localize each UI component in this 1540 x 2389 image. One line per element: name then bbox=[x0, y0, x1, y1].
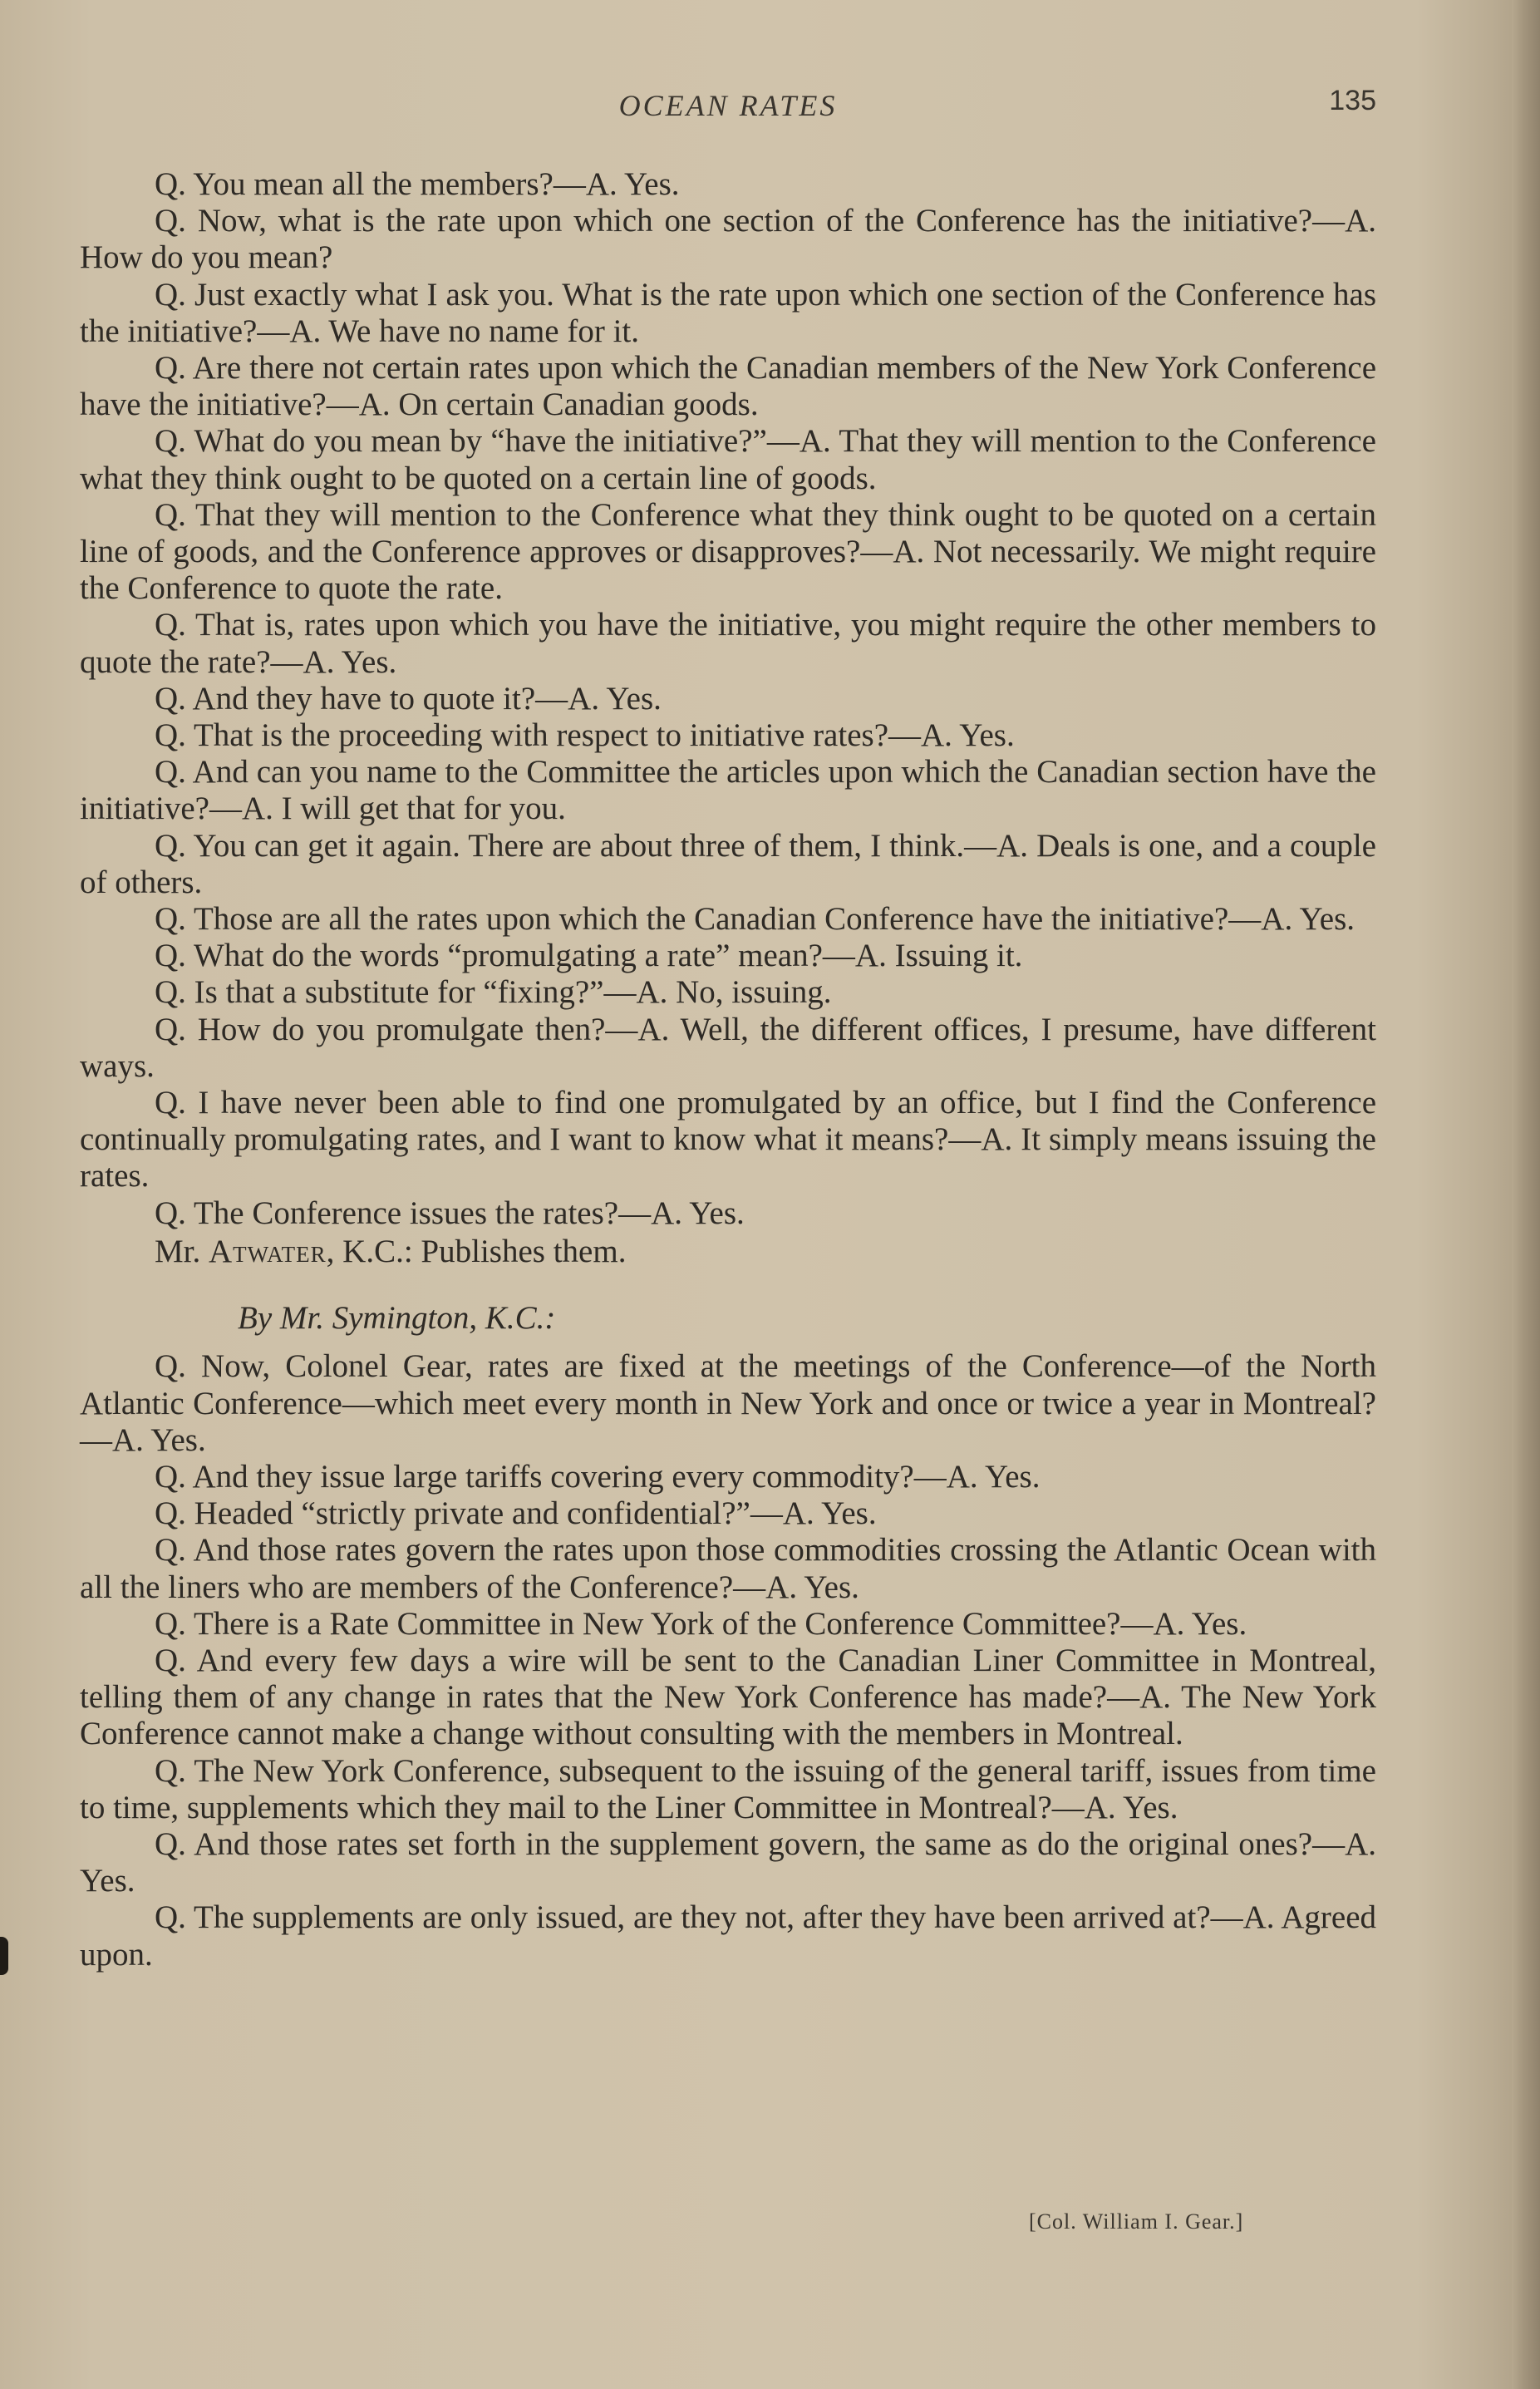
paragraph: Q. The Conference issues the rates?—A. Yes. bbox=[155, 1194, 745, 1231]
paragraph: Q. The New York Conference, subsequent to the issuing of the general tariff, issues from time to time, supplements which they mail to the Liner Committee in Montreal?—A. Yes. bbox=[80, 1752, 1376, 1825]
paragraph: Q. You mean all the members?—A. Yes. bbox=[155, 166, 680, 202]
paragraph: Q. And they issue large tariffs covering every commodity?—A. Yes. bbox=[155, 1458, 1041, 1495]
paragraph: Q. Those are all the rates upon which the Canadian Conference have the initiative?—A. Yes. bbox=[155, 901, 1355, 938]
speaker-line bbox=[80, 1234, 1376, 1270]
paragraph: Q. That they will mention to the Conference what they think ought to be quoted on a certain line of goods, and the Conference approves or disapproves?—A. Not necessarily. We might require the Conference to quote the rate. bbox=[80, 496, 1376, 607]
transcript-body bbox=[80, 166, 1376, 1973]
paragraph: Q. You can get it again. There are about three of them, I think.—A. Deals is one, and a couple of others. bbox=[80, 827, 1376, 900]
paragraph: Q. And those rates govern the rates upon those commodities crossing the Atlantic Ocean with all the liners who are members of the Conference?—A. Yes. bbox=[80, 1532, 1376, 1605]
paragraph: Q. There is a Rate Committee in New York of the Conference Committee?—A. Yes. bbox=[155, 1605, 1247, 1642]
speaker-prefix: Mr. bbox=[155, 1233, 209, 1269]
examiner-byline: By Mr. Symington, K.C.: bbox=[238, 1300, 556, 1337]
paragraph: Q. And can you name to the Committee the articles upon which the Canadian section have the initiative?—A. I will get that for you. bbox=[80, 754, 1376, 827]
running-head: OCEAN RATES bbox=[618, 89, 838, 122]
paragraph: Q. What do you mean by “have the initiative?”—A. That they will mention to the Conference what they think ought to be quoted on a certain line of goods. bbox=[80, 423, 1376, 496]
paragraph: Q. How do you promulgate then?—A. Well, the different offices, I presume, have different ways. bbox=[80, 1011, 1376, 1084]
page-number: 135 bbox=[1329, 85, 1376, 116]
paragraph: Q. What do the words “promulgating a rate” mean?—A. Issuing it. bbox=[155, 938, 1023, 974]
paragraph: Q. And they have to quote it?—A. Yes. bbox=[155, 680, 662, 717]
paragraph: Q. Now, what is the rate upon which one section of the Conference has the initiative?—A. How do you mean? bbox=[80, 203, 1376, 276]
paragraph: Q. That is the proceeding with respect to initiative rates?—A. Yes. bbox=[155, 717, 1015, 754]
paragraph: Q. I have never been able to find one promulgated by an office, but I find the Conference continually promulgating rates, and I want to know what it means?—A. It simply means issuing the rates. bbox=[80, 1085, 1376, 1194]
paragraph: Q. Are there not certain rates upon which the Canadian members of the New York Conference have the initiative?—A. On certain Canadian goods. bbox=[80, 350, 1376, 423]
paragraph: Q. Now, Colonel Gear, rates are fixed at the meetings of the Conference—of the North Atlantic Conference—which meet every month in New York and once or twice a year in Montreal?—A. Yes. bbox=[80, 1348, 1376, 1458]
paragraph: Q. And those rates set forth in the supplement govern, the same as do the original ones?—A. Yes. bbox=[80, 1825, 1376, 1899]
page-edge bbox=[1512, 0, 1540, 2389]
speaker-name: Atwater bbox=[209, 1233, 327, 1269]
paragraph: Q. Just exactly what I ask you. What is the rate upon which one section of the Conference has the initiative?—A. We have no name for it. bbox=[80, 276, 1376, 349]
paragraph: Q. The supplements are only issued, are they not, after they have been arrived at?—A. Agreed upon. bbox=[80, 1899, 1376, 1973]
witness-note: [Col. William I. Gear.] bbox=[1029, 2209, 1244, 2234]
paragraph: Q. And every few days a wire will be sent to the Canadian Liner Committee in Montreal, telling them of any change in rates that the New York Conference has made?—A. The New York Conference cannot make a change without consulting with the members in Montreal. bbox=[80, 1642, 1376, 1752]
paragraph: Q. That is, rates upon which you have the initiative, you might require the other members to quote the rate?—A. Yes. bbox=[80, 607, 1376, 680]
paragraph: Q. Headed “strictly private and confidential?”—A. Yes. bbox=[155, 1495, 877, 1532]
paragraph: Q. Is that a substitute for “fixing?”—A. No, issuing. bbox=[155, 974, 832, 1011]
binding-mark bbox=[0, 1937, 8, 1975]
page-header bbox=[80, 85, 1376, 138]
speaker-text: , K.C.: Publishes them. bbox=[326, 1233, 627, 1269]
